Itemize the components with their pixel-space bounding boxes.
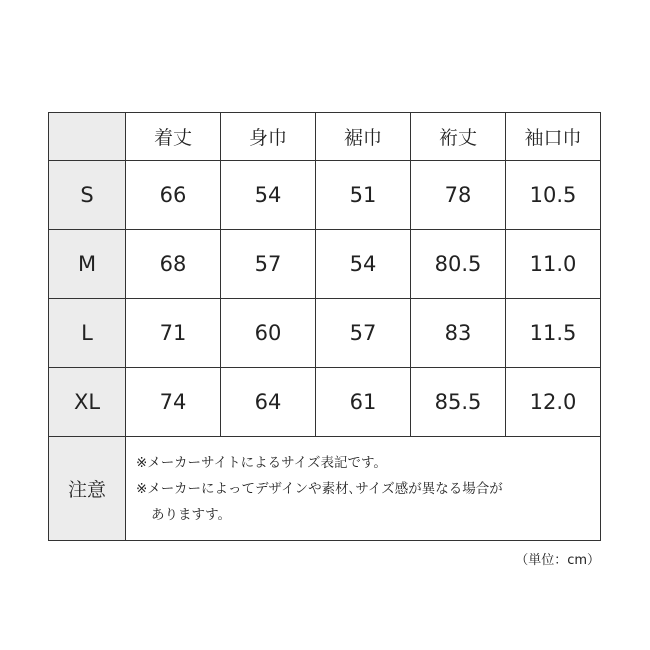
note-line: ※メーカーによってデザインや素材､サイズ感が異なる場合が	[136, 480, 503, 497]
size-label: L	[49, 299, 126, 368]
table-cell: 68	[126, 230, 221, 299]
note-line: ありますす。	[151, 506, 232, 523]
notes-label: 注意	[49, 437, 126, 541]
table-cell: 54	[316, 230, 411, 299]
table-row-xl	[49, 368, 601, 437]
table-row-s	[49, 161, 601, 230]
note-line: ※メーカーサイトによるサイズ表記です。	[136, 454, 387, 471]
table-cell: 85.5	[411, 368, 506, 437]
header-body-width: 身巾	[221, 113, 316, 161]
size-label: M	[49, 230, 126, 299]
table-cell: 57	[221, 230, 316, 299]
table-cell: 64	[221, 368, 316, 437]
table-cell: 78	[411, 161, 506, 230]
notes-content	[126, 437, 601, 541]
size-label: XL	[49, 368, 126, 437]
table-cell: 83	[411, 299, 506, 368]
header-row	[49, 113, 601, 161]
header-sleeve-length: 裄丈	[411, 113, 506, 161]
table-cell: 12.0	[506, 368, 601, 437]
unit-note: （単位：cm）	[515, 553, 600, 568]
size-chart-table	[48, 112, 601, 541]
table-cell: 11.0	[506, 230, 601, 299]
table-cell: 80.5	[411, 230, 506, 299]
notes-row	[49, 437, 601, 541]
header-cuff-width: 袖口巾	[506, 113, 601, 161]
table-cell: 71	[126, 299, 221, 368]
size-label: S	[49, 161, 126, 230]
header-corner-cell	[49, 113, 126, 161]
table-row-m	[49, 230, 601, 299]
table-row-l	[49, 299, 601, 368]
table-cell: 54	[221, 161, 316, 230]
table-cell: 60	[221, 299, 316, 368]
table-cell: 61	[316, 368, 411, 437]
table-cell: 11.5	[506, 299, 601, 368]
header-hem-width: 裾巾	[316, 113, 411, 161]
table-cell: 57	[316, 299, 411, 368]
header-length: 着丈	[126, 113, 221, 161]
table-cell: 51	[316, 161, 411, 230]
table-cell: 10.5	[506, 161, 601, 230]
table-cell: 66	[126, 161, 221, 230]
table-cell: 74	[126, 368, 221, 437]
